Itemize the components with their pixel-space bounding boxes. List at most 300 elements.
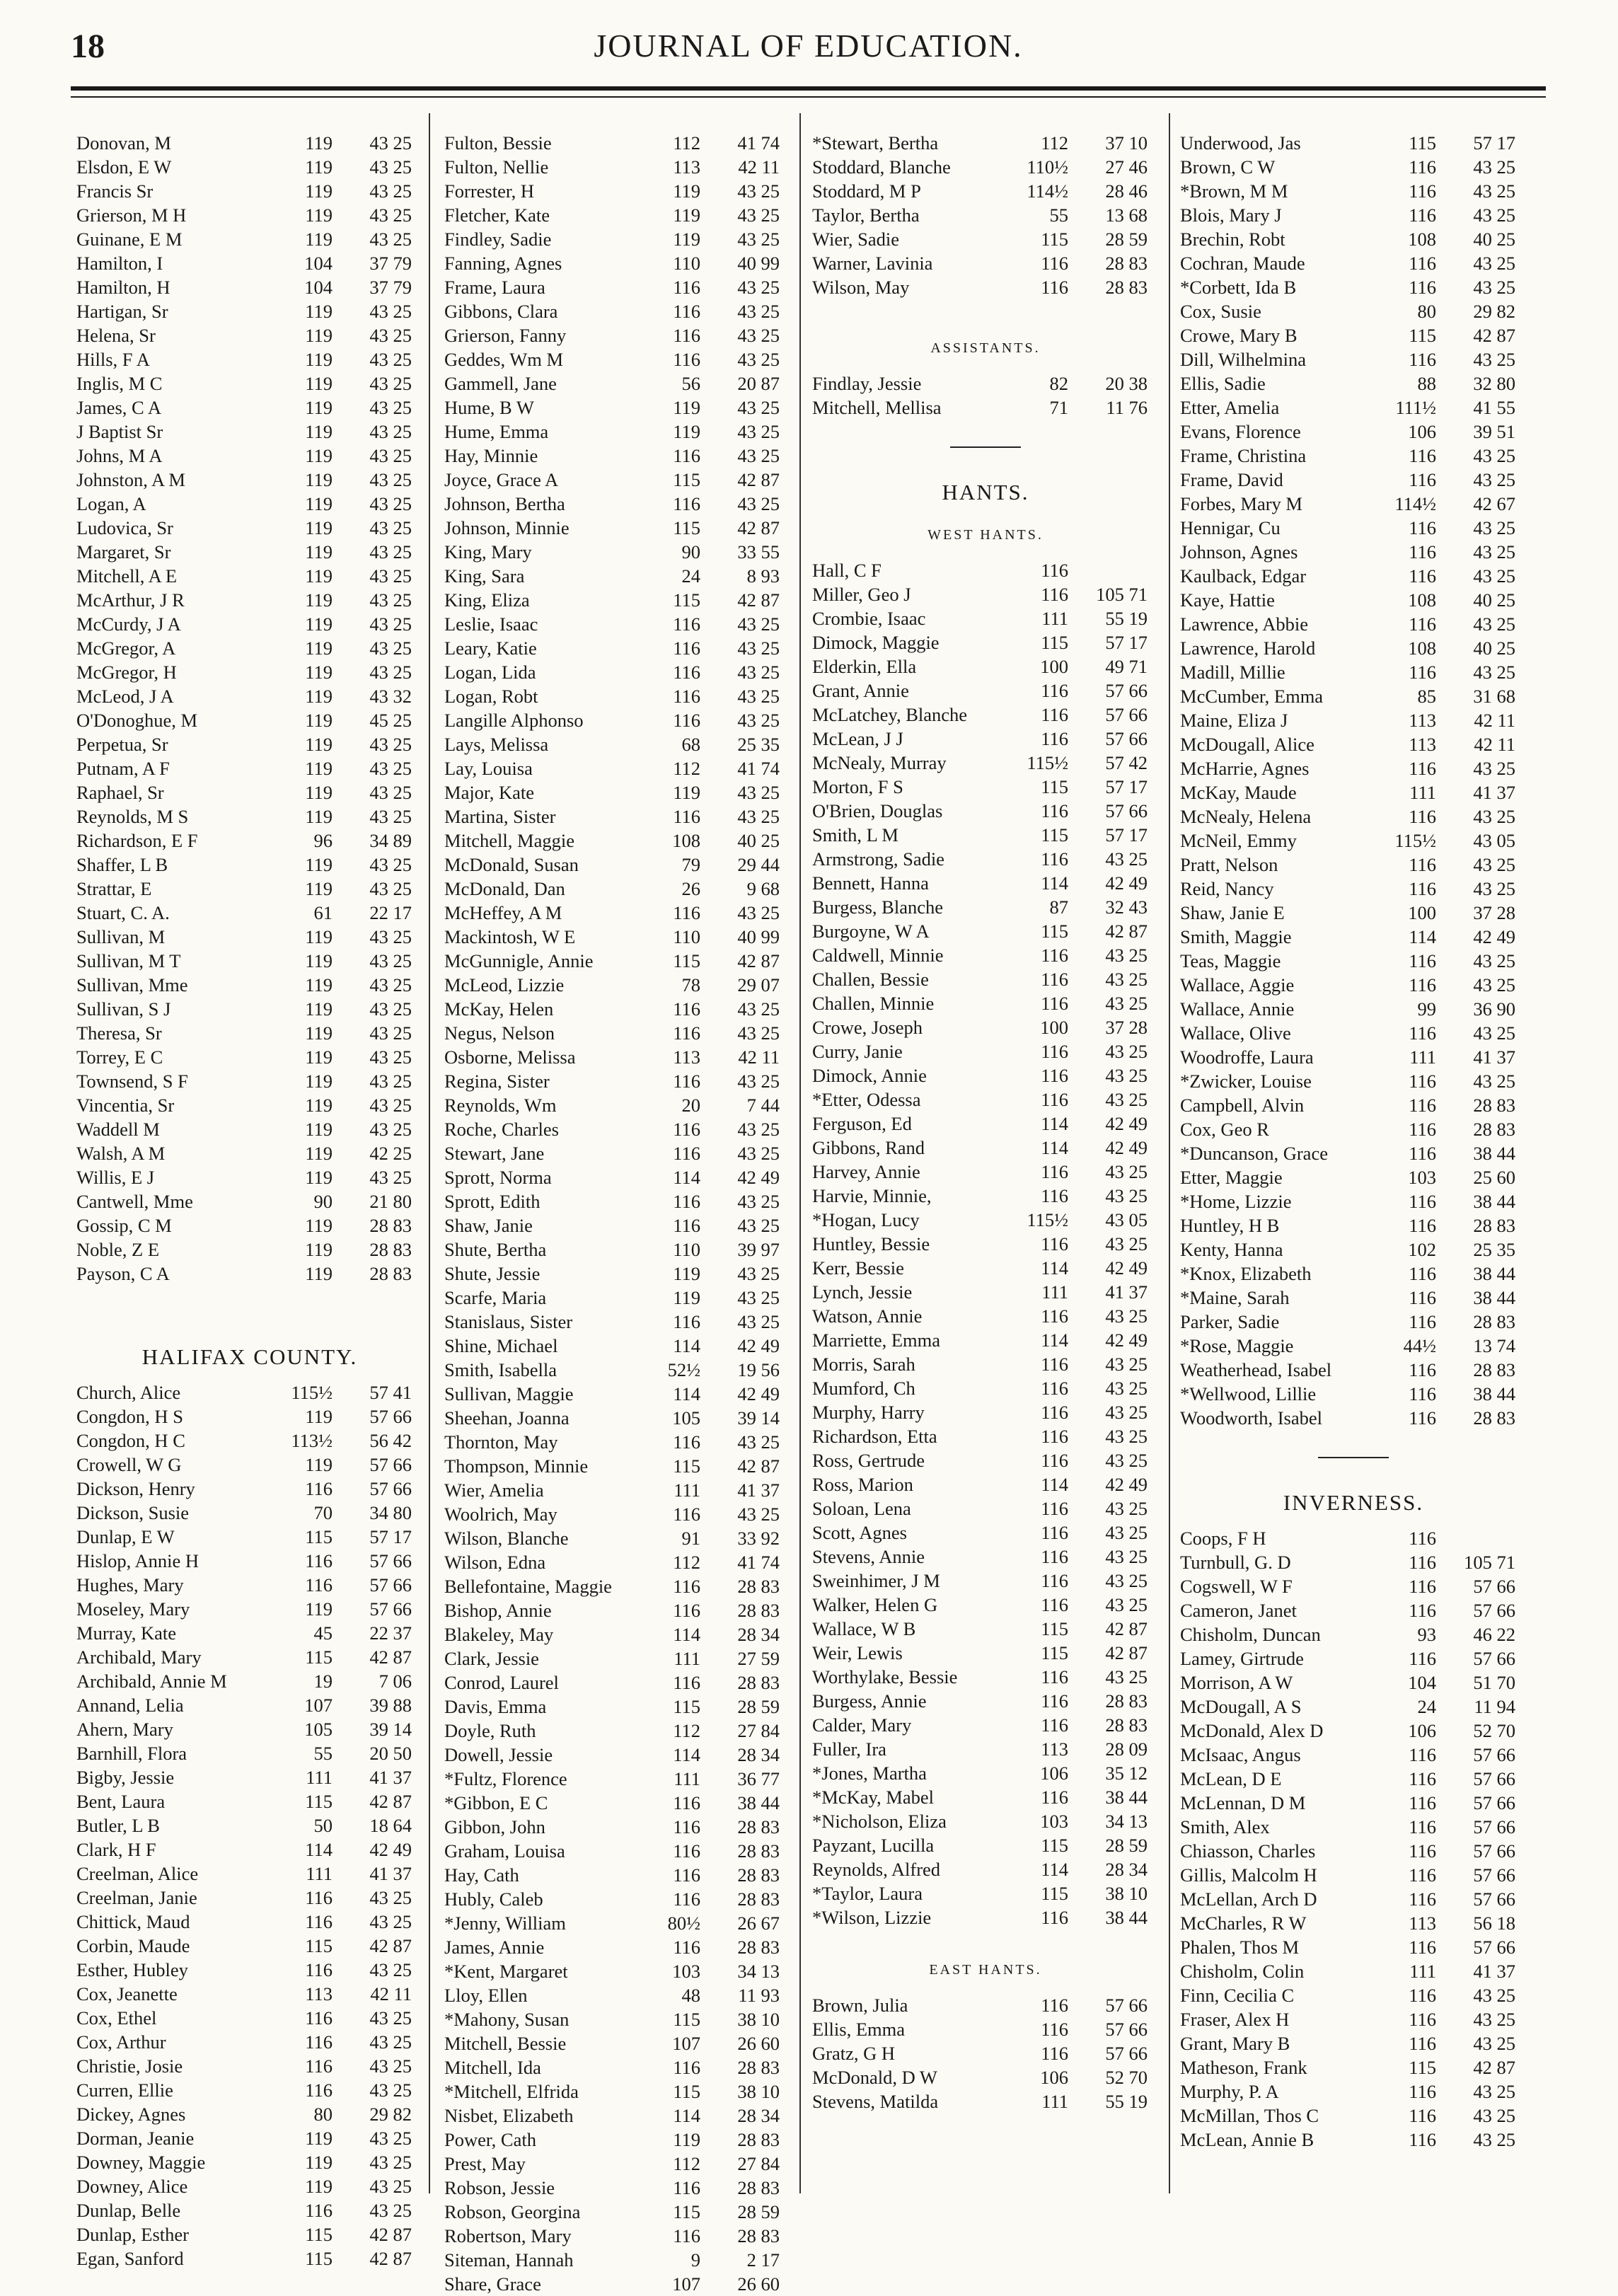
days-taught: 115 — [673, 950, 700, 971]
teacher-name: Reid, Nancy — [1180, 878, 1274, 899]
days-taught: 116 — [673, 710, 700, 731]
teacher-name: Barnhill, Flora — [76, 1743, 187, 1764]
teacher-name: Ross, Marion — [812, 1474, 913, 1495]
grant-amount: 43 25 — [369, 349, 412, 370]
grant-amount: 57 66 — [1473, 1937, 1515, 1958]
grant-amount: 27 46 — [1105, 156, 1148, 178]
list-item — [812, 1232, 1159, 1256]
days-taught: 108 — [1408, 229, 1436, 250]
grant-amount: 43 25 — [737, 782, 780, 803]
list-item — [76, 1453, 423, 1477]
teacher-name: Dunlap, Esther — [76, 2224, 189, 2245]
teacher-name: Davis, Emma — [444, 1696, 547, 1717]
list-item — [76, 227, 423, 251]
grant-amount: 43 25 — [369, 2152, 412, 2173]
days-taught: 116 — [1409, 2033, 1436, 2054]
list-item — [812, 1785, 1159, 1809]
list-item — [1180, 829, 1527, 853]
list-item — [76, 203, 423, 227]
days-taught: 119 — [305, 2176, 333, 2197]
days-taught: 113½ — [291, 1430, 333, 1451]
list-item — [444, 1550, 791, 1574]
grant-amount: 43 25 — [1473, 445, 1515, 466]
teacher-name: Moseley, Mary — [76, 1598, 190, 1620]
days-taught: 116 — [1409, 541, 1436, 563]
grant-amount: 28 83 — [737, 2057, 780, 2078]
days-taught: 115 — [1409, 325, 1436, 346]
grant-amount: 43 25 — [369, 180, 412, 202]
teacher-name: Grierson, M H — [76, 204, 187, 226]
teacher-name: Kaulback, Edgar — [1180, 565, 1307, 587]
days-taught: 113 — [1409, 734, 1436, 755]
list-item — [444, 2224, 791, 2248]
teacher-name: Hall, C F — [812, 560, 882, 581]
list-item — [76, 901, 423, 925]
list-item — [444, 347, 791, 371]
list-item — [1180, 1262, 1527, 1286]
list-item — [444, 1622, 791, 1646]
grant-amount: 43 25 — [737, 1504, 780, 1525]
grant-amount: 57 66 — [1105, 1995, 1148, 2016]
grant-amount: 28 59 — [737, 1696, 780, 1717]
teacher-name: Lays, Melissa — [444, 734, 549, 755]
days-taught: 119 — [305, 662, 333, 683]
list-item — [1180, 1983, 1527, 2007]
teacher-name: *Etter, Odessa — [812, 1089, 921, 1110]
grant-amount: 28 83 — [737, 1816, 780, 1838]
days-taught: 100 — [1040, 1017, 1068, 1038]
teacher-name: Hislop, Annie H — [76, 1550, 199, 1571]
days-taught: 119 — [305, 974, 333, 996]
grant-amount: 28 83 — [737, 1600, 780, 1621]
grant-amount: 57 66 — [369, 1478, 412, 1499]
list-item — [1180, 684, 1527, 708]
grant-amount: 43 25 — [1473, 974, 1515, 996]
list-item — [1180, 1863, 1527, 1887]
days-taught: 116 — [1041, 1787, 1068, 1808]
grant-amount: 43 25 — [737, 1071, 780, 1092]
list-item — [812, 1256, 1159, 1280]
days-taught: 115 — [673, 1455, 700, 1477]
column-divider — [799, 113, 801, 2193]
list-item — [444, 468, 791, 492]
list-item — [1180, 1334, 1527, 1358]
grant-amount: 28 83 — [1473, 1215, 1515, 1236]
days-taught: 116 — [1409, 1287, 1436, 1308]
teacher-name: Etter, Amelia — [1180, 397, 1280, 418]
grant-amount: 51 70 — [1473, 1672, 1515, 1693]
list-item — [812, 1993, 1159, 2017]
teacher-name: Worthylake, Bessie — [812, 1666, 958, 1688]
list-item — [76, 1813, 423, 1838]
teacher-name: Hills, F A — [76, 349, 150, 370]
grant-amount: 41 37 — [737, 1479, 780, 1501]
days-taught: 111 — [674, 1479, 700, 1501]
days-taught: 119 — [305, 998, 333, 1020]
grant-amount: 43 25 — [1105, 1161, 1148, 1182]
teacher-name: Regina, Sister — [444, 1071, 550, 1092]
teacher-name: Ferguson, Ed — [812, 1113, 912, 1134]
list-item — [812, 1881, 1159, 1905]
days-taught: 119 — [305, 1215, 333, 1236]
days-taught: 116 — [673, 1937, 700, 1958]
teacher-name: Nisbet, Elizabeth — [444, 2105, 574, 2126]
teacher-name: *Rose, Maggie — [1180, 1335, 1294, 1356]
teacher-name: Dorman, Jeanie — [76, 2128, 195, 2149]
grant-amount: 43 25 — [1105, 1570, 1148, 1591]
grant-amount: 28 59 — [1105, 229, 1148, 250]
teacher-name: Reynolds, Alfred — [812, 1859, 941, 1880]
days-taught: 116 — [673, 638, 700, 659]
teacher-name: McKay, Maude — [1180, 782, 1297, 803]
heading-halifax-county: HALIFAX COUNTY. — [141, 1344, 358, 1369]
grant-amount: 56 18 — [1473, 1913, 1515, 1934]
teacher-name: Stewart, Jane — [444, 1143, 545, 1164]
teacher-name: Smith, Alex — [1180, 1816, 1270, 1838]
days-taught: 115 — [673, 589, 700, 611]
days-taught: 80 — [1417, 301, 1436, 322]
list-item — [76, 155, 423, 179]
list-item — [444, 1767, 791, 1791]
days-taught: 104 — [1408, 1672, 1436, 1693]
grant-amount: 45 25 — [369, 710, 412, 731]
list-item — [812, 1545, 1159, 1569]
grant-amount: 39 97 — [737, 1239, 780, 1260]
list-item — [444, 1238, 791, 1262]
list-item — [812, 1376, 1159, 1400]
days-taught: 116 — [673, 1119, 700, 1140]
teacher-name: Brown, Julia — [812, 1995, 908, 2016]
grant-amount: 57 66 — [1473, 1744, 1515, 1765]
teacher-name: Wier, Amelia — [444, 1479, 544, 1501]
list-item — [76, 251, 423, 275]
grant-amount: 43 25 — [1105, 1041, 1148, 1062]
list-item — [1180, 1815, 1527, 1839]
list-item — [76, 1910, 423, 1934]
grant-amount: 42 49 — [737, 1167, 780, 1188]
grant-amount: 28 83 — [1473, 1311, 1515, 1332]
teacher-name: Wilson, May — [812, 277, 910, 298]
list-item — [812, 1280, 1159, 1304]
grant-amount: 57 66 — [1105, 2043, 1148, 2064]
teacher-name: Bishop, Annie — [444, 1600, 552, 1621]
days-taught: 111 — [1409, 782, 1436, 803]
teacher-name: Crombie, Isaac — [812, 608, 926, 629]
list-item — [444, 949, 791, 973]
grant-amount: 28 34 — [1105, 1859, 1148, 1880]
list-item — [812, 679, 1159, 703]
teacher-name: Sullivan, Maggie — [444, 1383, 574, 1404]
days-taught: 116 — [673, 2057, 700, 2078]
days-taught: 61 — [313, 902, 333, 923]
teacher-name: Annand, Lelia — [76, 1695, 184, 1716]
grant-amount: 20 50 — [369, 1743, 412, 1764]
teacher-name: Wier, Sadie — [812, 229, 899, 250]
teacher-name: Frame, Laura — [444, 277, 545, 298]
teacher-name: McHeffey, A M — [444, 902, 562, 923]
list-item — [812, 1208, 1159, 1232]
teacher-name: Dunlap, Belle — [76, 2200, 181, 2221]
days-taught: 116 — [1409, 878, 1436, 899]
teacher-name: Clark, H F — [76, 1839, 156, 1860]
days-taught: 116 — [1409, 1383, 1436, 1404]
list-item — [812, 1088, 1159, 1112]
grant-amount: 43 25 — [737, 1311, 780, 1332]
grant-amount: 39 51 — [1473, 421, 1515, 442]
grant-amount: 42 11 — [1474, 734, 1515, 755]
list-item — [76, 1934, 423, 1958]
days-taught: 116 — [1409, 1744, 1436, 1765]
days-taught: 116 — [305, 2055, 333, 2077]
teacher-name: Wallace, Aggie — [1180, 974, 1295, 996]
days-taught: 116 — [673, 349, 700, 370]
list-item — [444, 1983, 791, 2007]
list-item — [444, 420, 791, 444]
teacher-name: Francis Sr — [76, 180, 154, 202]
days-taught: 116 — [1041, 1522, 1068, 1543]
days-taught: 116 — [1409, 854, 1436, 875]
grant-amount: 43 05 — [1473, 830, 1515, 851]
days-taught: 116 — [1409, 1768, 1436, 1789]
grant-amount: 57 66 — [1105, 2019, 1148, 2040]
grant-amount: 38 44 — [737, 1792, 780, 1813]
days-taught: 119 — [305, 469, 333, 490]
teacher-name: Stoddard, Blanche — [812, 156, 951, 178]
teacher-name: Perpetua, Sr — [76, 734, 168, 755]
days-taught: 114 — [673, 1744, 700, 1765]
list-item — [1180, 1791, 1527, 1815]
days-taught: 116 — [673, 1672, 700, 1693]
list-item — [76, 708, 423, 732]
days-taught: 68 — [681, 734, 700, 755]
list-item — [812, 1039, 1159, 1063]
page-header — [71, 27, 1546, 72]
teacher-name: McMillan, Thos C — [1180, 2105, 1319, 2126]
teacher-name: Murphy, Harry — [812, 1402, 925, 1423]
grant-amount: 42 87 — [369, 1791, 412, 1812]
teacher-name: *Nicholson, Eliza — [812, 1811, 947, 1832]
grant-amount: 33 55 — [737, 541, 780, 563]
teacher-name: McIsaac, Angus — [1180, 1744, 1301, 1765]
grant-amount: 43 25 — [1473, 1071, 1515, 1092]
grant-amount: 43 25 — [1473, 349, 1515, 370]
list-item — [444, 1382, 791, 1406]
list-item — [76, 1238, 423, 1262]
teacher-name: Richardson, E F — [76, 830, 198, 851]
teacher-name: Hartigan, Sr — [76, 301, 168, 322]
list-item — [444, 636, 791, 660]
days-taught: 116 — [1041, 1041, 1068, 1062]
list-item — [1180, 1719, 1527, 1743]
grant-amount: 105 71 — [1096, 584, 1148, 605]
days-taught: 119 — [305, 1263, 333, 1284]
teacher-name: *Jones, Martha — [812, 1763, 927, 1784]
list-item — [812, 1737, 1159, 1761]
list-item — [1180, 925, 1527, 949]
grant-amount: 43 25 — [737, 1191, 780, 1212]
teacher-name: Wilson, Edna — [444, 1552, 546, 1573]
grant-amount: 22 37 — [369, 1622, 412, 1644]
grant-amount: 43 25 — [737, 1215, 780, 1236]
days-taught: 114½ — [1027, 180, 1068, 202]
days-taught: 116 — [1409, 950, 1436, 971]
grant-amount: 43 25 — [737, 421, 780, 442]
teacher-name: Reynolds, M S — [76, 806, 189, 827]
list-item — [444, 1671, 791, 1695]
grant-amount: 43 25 — [369, 156, 412, 178]
list-item — [1180, 1238, 1527, 1262]
list-item — [1180, 347, 1527, 371]
list-item — [1180, 949, 1527, 973]
days-taught: 119 — [305, 493, 333, 514]
grant-amount: 11 94 — [1474, 1696, 1515, 1717]
list-item — [76, 1404, 423, 1429]
list-item — [76, 588, 423, 612]
teacher-name: Stevens, Matilda — [812, 2091, 939, 2112]
teacher-name: Sprott, Norma — [444, 1167, 552, 1188]
teacher-name: Ellis, Emma — [812, 2019, 906, 2040]
days-taught: 24 — [1417, 1696, 1436, 1717]
grant-amount: 20 38 — [1105, 373, 1148, 394]
grant-amount: 43 25 — [369, 325, 412, 346]
grant-amount: 57 66 — [1473, 1888, 1515, 1910]
list-item — [76, 420, 423, 444]
list-item — [812, 606, 1159, 630]
section-halifax-county — [76, 1380, 423, 2271]
teacher-name: Strattar, E — [76, 878, 152, 899]
days-taught: 119 — [673, 2129, 700, 2150]
grant-amount: 40 99 — [737, 253, 780, 274]
list-item — [1180, 660, 1527, 684]
teacher-name: Underwood, Jas — [1180, 132, 1301, 154]
days-taught: 116 — [305, 1959, 333, 1980]
teacher-name: Dill, Wilhelmina — [1180, 349, 1307, 370]
grant-amount: 42 87 — [737, 950, 780, 971]
list-item — [76, 804, 423, 829]
days-taught: 99 — [1417, 998, 1436, 1020]
grant-amount: 43 25 — [369, 1046, 412, 1068]
list-item — [444, 588, 791, 612]
grant-amount: 43 25 — [737, 301, 780, 322]
teacher-name: Crowe, Joseph — [812, 1017, 923, 1038]
list-item — [812, 799, 1159, 823]
grant-amount: 28 83 — [369, 1215, 412, 1236]
grant-amount: 25 35 — [737, 734, 780, 755]
days-taught: 115 — [1041, 1618, 1068, 1639]
grant-amount: 42 49 — [737, 1383, 780, 1404]
list-item — [76, 1717, 423, 1741]
list-item — [444, 973, 791, 997]
teacher-name: Lawrence, Abbie — [1180, 613, 1308, 635]
list-item — [444, 804, 791, 829]
teacher-name: Corbin, Maude — [76, 1935, 190, 1956]
days-taught: 113 — [673, 156, 700, 178]
days-taught: 114 — [1041, 1474, 1068, 1495]
teacher-name: Frame, David — [1180, 469, 1283, 490]
days-taught: 116 — [1041, 969, 1068, 990]
list-item — [444, 901, 791, 925]
days-taught: 102 — [1408, 1239, 1436, 1260]
grant-amount: 42 87 — [1105, 921, 1148, 942]
teacher-name: Madill, Millie — [1180, 662, 1285, 683]
grant-amount: 28 83 — [1105, 277, 1148, 298]
days-taught: 119 — [673, 204, 700, 226]
list-item — [444, 1478, 791, 1502]
teacher-name: Creelman, Janie — [76, 1887, 197, 1908]
days-taught: 116 — [673, 1600, 700, 1621]
grant-amount: 57 66 — [1105, 728, 1148, 749]
days-taught: 103 — [1040, 1811, 1068, 1832]
teacher-name: Geddes, Wm M — [444, 349, 564, 370]
list-item — [76, 540, 423, 564]
days-taught: 119 — [673, 1287, 700, 1308]
grant-amount: 28 34 — [737, 2105, 780, 2126]
days-taught: 113 — [305, 1983, 333, 2004]
days-taught: 119 — [305, 926, 333, 947]
grant-amount: 43 25 — [1473, 2009, 1515, 2030]
teacher-name: Egan, Sanford — [76, 2248, 184, 2269]
days-taught: 116 — [1409, 613, 1436, 635]
teacher-name: McLean, J J — [812, 728, 903, 749]
grant-amount: 43 25 — [1105, 1402, 1148, 1423]
grant-amount: 28 34 — [737, 1624, 780, 1645]
teacher-name: Grant, Annie — [812, 680, 909, 701]
days-taught: 119 — [305, 1167, 333, 1188]
days-taught: 116 — [1041, 1995, 1068, 2016]
grant-amount: 25 35 — [1473, 1239, 1515, 1260]
grant-amount: 57 66 — [1473, 1768, 1515, 1789]
list-item — [444, 1189, 791, 1213]
days-taught: 115 — [305, 1791, 333, 1812]
days-taught: 119 — [673, 1263, 700, 1284]
list-item — [1180, 251, 1527, 275]
days-taught: 116 — [1409, 2129, 1436, 2150]
grant-amount: 57 66 — [1473, 1576, 1515, 1597]
grant-amount: 43 25 — [1473, 878, 1515, 899]
grant-amount: 43 25 — [737, 493, 780, 514]
teacher-name: Bent, Laura — [76, 1791, 166, 1812]
list-item — [444, 179, 791, 203]
grant-amount: 43 25 — [1473, 1022, 1515, 1044]
grant-amount: 43 05 — [1105, 1209, 1148, 1230]
days-taught: 115 — [305, 2224, 333, 2245]
list-item — [444, 1069, 791, 1093]
grant-amount: 43 25 — [369, 517, 412, 538]
days-taught: 116 — [305, 2031, 333, 2053]
teacher-name: Caldwell, Minnie — [812, 945, 944, 966]
days-taught: 116 — [673, 2177, 700, 2198]
grant-amount: 42 25 — [369, 1143, 412, 1164]
teacher-name: Ahern, Mary — [76, 1719, 173, 1740]
grant-amount: 28 83 — [369, 1239, 412, 1260]
days-taught: 116 — [673, 325, 700, 346]
list-item — [76, 1838, 423, 1862]
grant-amount: 43 25 — [737, 613, 780, 635]
list-item — [76, 444, 423, 468]
grant-amount: 26 60 — [737, 2273, 780, 2295]
list-item — [76, 1021, 423, 1045]
list-item — [1180, 1646, 1527, 1671]
grant-amount: 43 25 — [1473, 180, 1515, 202]
teacher-name: Hennigar, Cu — [1180, 517, 1281, 538]
days-taught: 116 — [1409, 277, 1436, 298]
grant-amount: 43 25 — [369, 974, 412, 996]
grant-amount: 43 25 — [369, 1959, 412, 1980]
grant-amount: 42 87 — [737, 469, 780, 490]
days-taught: 78 — [681, 974, 700, 996]
list-item — [812, 823, 1159, 847]
teacher-name: O'Brien, Douglas — [812, 800, 943, 821]
